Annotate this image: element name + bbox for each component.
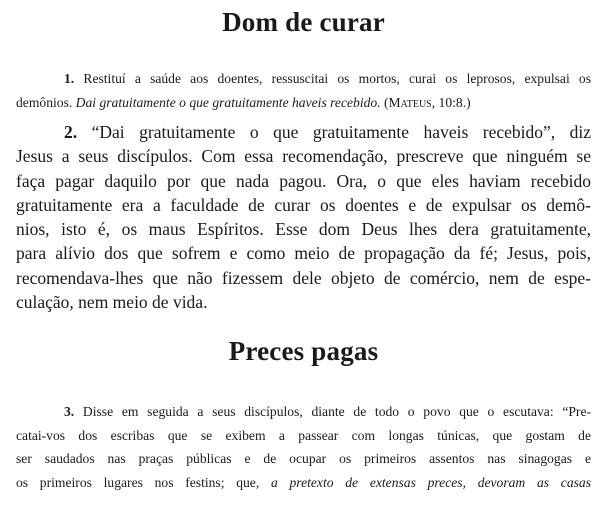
verse-1-ref-author: Mateus bbox=[388, 94, 432, 110]
verse-1 bbox=[16, 67, 591, 114]
verse-1-ref-close: , 10:8.) bbox=[431, 94, 471, 110]
paragraph-2-line-1 bbox=[16, 120, 591, 144]
section-heading-preces-pagas: Preces pagas bbox=[228, 336, 379, 367]
paragraph-2-line-3: faça pagar daquilo por que nada pagou. Ora, o que eles haviam recebido bbox=[16, 170, 591, 191]
verse-3 bbox=[16, 400, 591, 494]
verse-1-text-1: Restituí a saúde aos doentes, ressuscitai os mortos, curai os leprosos, expulsai os bbox=[83, 71, 592, 86]
verse-1-line-2 bbox=[16, 91, 591, 115]
verse-1-italic: Dai gratuitamente o que gratuitamente haveis recebido. bbox=[75, 94, 381, 110]
section-heading-dom-de-curar: Dom de curar bbox=[222, 7, 385, 37]
verse-3-text-4: os primeiros lugares nos festins; que, bbox=[16, 474, 260, 490]
verse-3-number: 3. bbox=[64, 404, 75, 420]
paragraph-2-line-4: gratuitamente era a faculdade de curar os doentes e de expulsar os demô- bbox=[16, 194, 591, 215]
paragraph-2-line-8: culação, nem meio de vida. bbox=[16, 292, 208, 313]
verse-1-ref-open: ( bbox=[384, 94, 389, 110]
verse-1-line-1 bbox=[16, 67, 591, 91]
paragraph-2-line-5: nios, isto é, os maus Espíritos. Esse dom Deus lhes dera gratuitamente, bbox=[16, 219, 591, 240]
paragraph-2-text-1: “Dai gratuitamente o que gratuitamente haveis recebido”, diz bbox=[91, 122, 592, 142]
paragraph-2-line-6: para alívio dos que sofrem e como meio de propagação da fé; Jesus, pois, bbox=[16, 243, 591, 264]
verse-3-line-3: ser saudados nas praças públicas e de ocupar os primeiros assentos nas sinagogas e bbox=[16, 451, 591, 467]
verse-3-line-2: catai-vos dos escribas que se exibem a passear com longas túnicas, que gostam de bbox=[16, 427, 591, 443]
page bbox=[16, 0, 591, 494]
verse-1-number: 1. bbox=[64, 71, 75, 86]
verse-3-line-4 bbox=[16, 471, 591, 495]
paragraph-2 bbox=[16, 120, 591, 314]
verse-3-line-1 bbox=[16, 400, 591, 424]
paragraph-2-line-7: recomendava-lhes que não fizessem dele objeto de comércio, nem de espe- bbox=[16, 267, 591, 288]
paragraph-2-number: 2. bbox=[64, 122, 78, 142]
verse-1-text-2: demônios. bbox=[16, 94, 73, 110]
verse-3-italic: a pretexto de extensas preces, devoram as casas bbox=[270, 474, 591, 490]
verse-3-text-1: Disse em seguida a seus discípulos, diante de todo o povo que o escutava: “Pre- bbox=[82, 404, 592, 420]
paragraph-2-line-2: Jesus a seus discípulos. Com essa recomendação, prescreve que ninguém se bbox=[16, 146, 591, 167]
